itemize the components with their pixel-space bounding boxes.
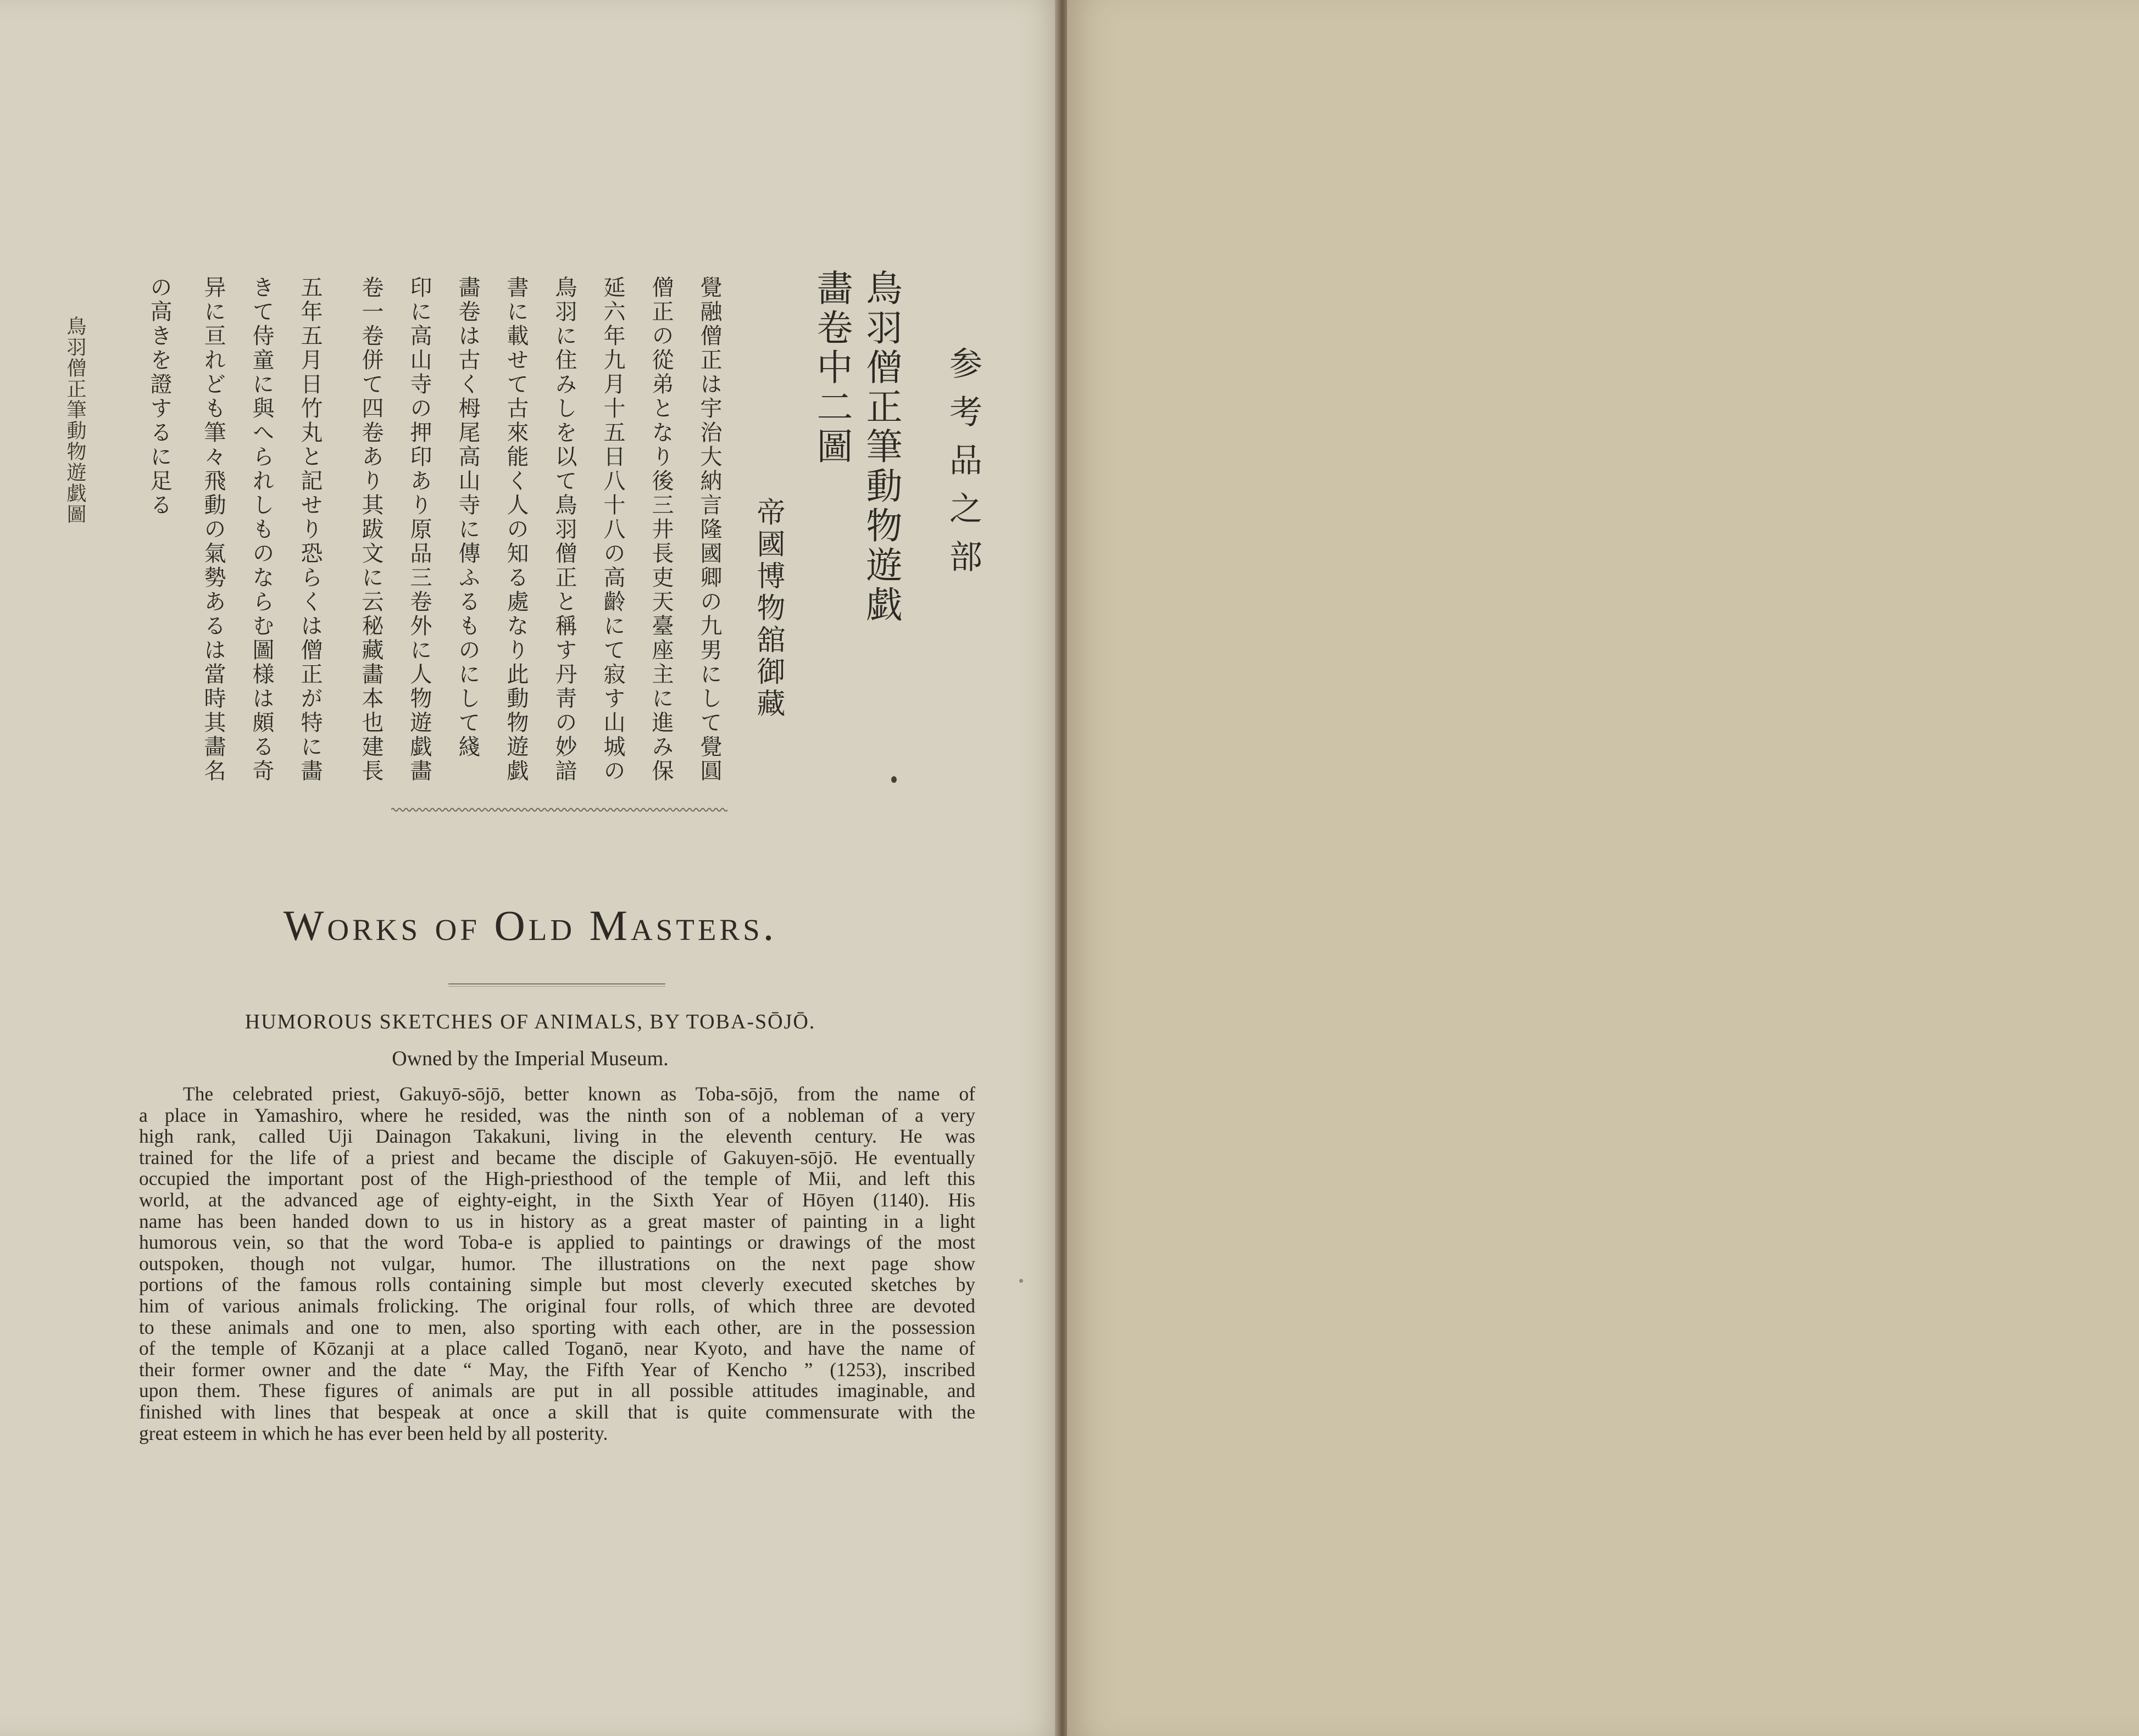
body-line: finished with lines that bespeak at once a skill that is quite commensurate with the <box>139 1400 975 1423</box>
japanese-body-column: 覺融僧正は宇治大納言隆國卿の九男にして覺圓 <box>697 276 722 783</box>
japanese-title-line-1: 鳥羽僧正筆動物遊戯 <box>860 269 901 625</box>
body-line: The celebrated priest, Gakuyō-sōjō, better known as Toba-sōjō, from the name of <box>183 1083 975 1105</box>
japanese-body-column: きて侍童に與へられしものならむ圖様は頗る奇 <box>249 276 274 783</box>
japanese-body-column: 印に高山寺の押印あり原品三卷外に人物遊戯畵 <box>407 276 432 783</box>
title-underline <box>448 983 665 987</box>
body-line: their former owner and the date “ May, the Fifth Year of Kencho ” (1253), inscribed <box>139 1358 975 1381</box>
paper-speck <box>891 776 897 783</box>
japanese-title-line-2: 畵卷中二圖 <box>811 269 851 467</box>
section-heading: 参考品之部 <box>945 346 981 588</box>
japanese-body-column: 鳥羽に住みしを以て鳥羽僧正と稱す丹靑の妙諳 <box>552 276 577 783</box>
japanese-body-column: 畵卷は古く栂尾高山寺に傳ふるものにして綫 <box>455 276 480 759</box>
body-line: name has been handed down to us in history as a great master of painting in a light <box>139 1210 975 1232</box>
body-line: of the temple of Kōzanji at a place called Toganō, near Kyoto, and have the name of <box>139 1337 975 1360</box>
book-gutter <box>1055 0 1067 1736</box>
japanese-body-column: 書に載せて古來能く人の知る處なり此動物遊戯 <box>504 276 529 783</box>
japanese-owner-line: 帝國博物舘御藏 <box>752 497 784 720</box>
japanese-body-column: 异に亘れども筆々飛動の氣勢あるは當時其畵名 <box>201 276 226 783</box>
right-page-blank <box>1067 0 2139 1736</box>
japanese-body-column: 延六年九月十五日八十八の高齡にて寂す山城の <box>601 276 625 783</box>
body-line: trained for the life of a priest and became the disciple of Gakuyen-sōjō. He eventually <box>139 1146 975 1169</box>
body-line: portions of the famous rolls containing simple but most cleverly executed sketches by <box>139 1273 975 1296</box>
body-line: humorous vein, so that the word Toba-e is applied to paintings or drawings of the most <box>139 1231 975 1254</box>
japanese-body-column: の高きを證するに足る <box>147 276 172 518</box>
japanese-body-column: 卷一卷併て四卷あり其跋文に云秘藏畵本也建長 <box>359 276 384 783</box>
body-line: high rank, called Uji Dainagon Takakuni, living in the eleventh century. He was <box>139 1125 975 1148</box>
body-line: great esteem in which he has ever been held by all posterity. <box>139 1422 608 1444</box>
english-title: Works of Old Masters. <box>283 902 777 949</box>
body-line: upon them. These figures of animals are put in all possible attitudes imaginable, and <box>139 1379 975 1402</box>
body-line: him of various animals frolicking. The original four rolls, of which three are devoted <box>139 1294 975 1317</box>
japanese-body-column: 五年五月日竹丸と記せり恐らくは僧正が特に畵 <box>298 276 323 783</box>
english-body-text <box>139 1083 975 1444</box>
japanese-body-column: 僧正の從弟となり後三井長吏天臺座主に進み保 <box>649 276 674 783</box>
body-line: a place in Yamashiro, where he resided, was the ninth son of a nobleman of a very <box>139 1104 975 1126</box>
left-page <box>0 0 1060 1736</box>
body-line: occupied the important post of the High-priesthood of the temple of Mii, and left this <box>139 1167 975 1190</box>
wavy-divider <box>391 806 727 814</box>
body-line: outspoken, though not vulgar, humor. The illustrations on the next page show <box>139 1252 975 1275</box>
body-line: to these animals and one to men, also sporting with each other, are in the possession <box>139 1316 975 1338</box>
paper-speck <box>1019 1279 1023 1283</box>
margin-caption: 鳥羽僧正筆動物遊戯圖 <box>64 316 86 525</box>
english-owner-line: Owned by the Imperial Museum. <box>392 1047 669 1070</box>
english-subtitle: HUMOROUS SKETCHES OF ANIMALS, BY TOBA-SŌJŌ. <box>245 1010 816 1033</box>
body-line: world, at the advanced age of eighty-eight, in the Sixth Year of Hōyen (1140). His <box>139 1188 975 1211</box>
